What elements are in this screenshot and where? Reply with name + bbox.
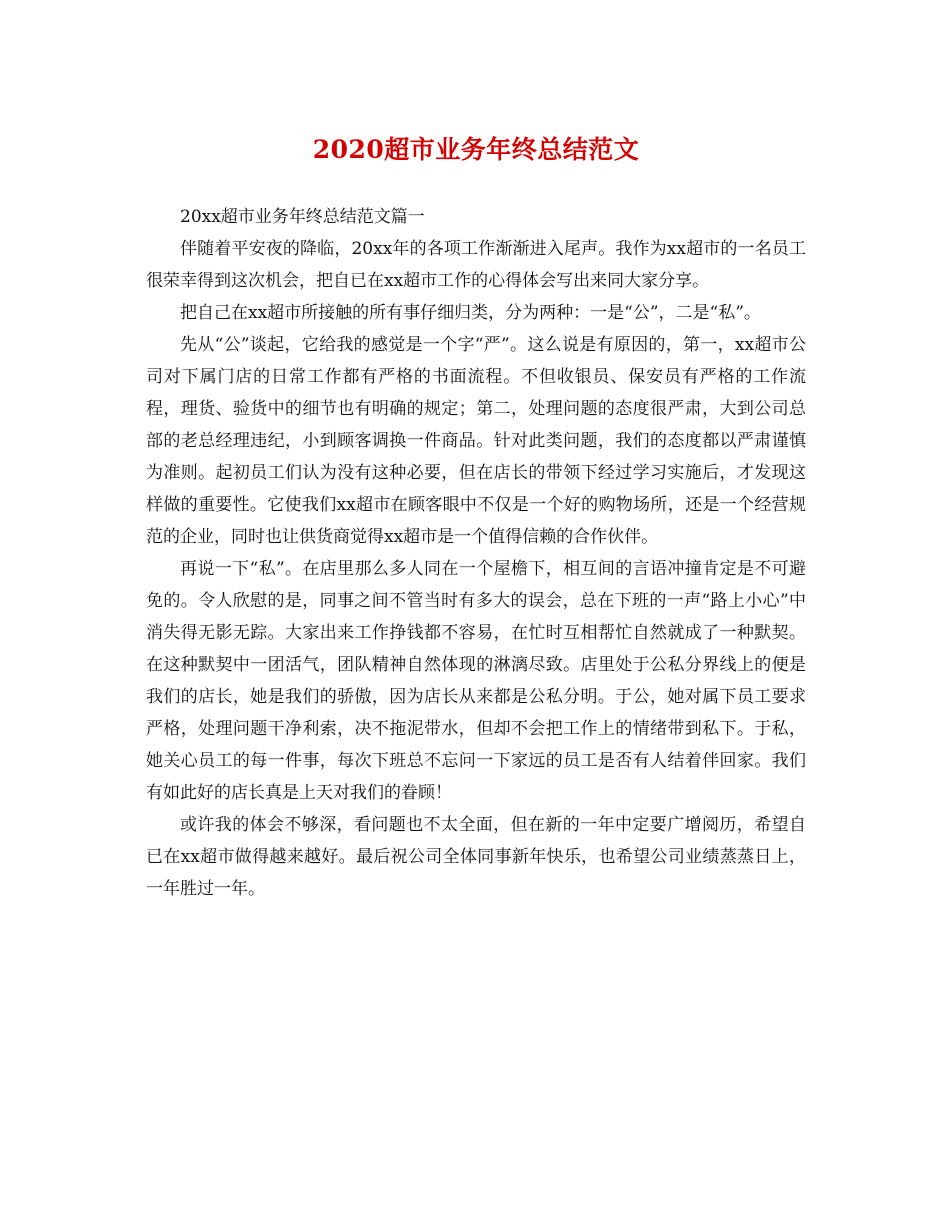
section-heading: 20xx超市业务年终总结范文篇一	[180, 207, 425, 227]
document-title: 2020超市业务年终总结范文	[312, 135, 640, 164]
paragraph-categories: 把自己在xx超市所接触的所有事仔细归类，分为两种：一是“公”，二是“私”。	[180, 303, 761, 323]
paragraph-public: 先从“公”谈起，它给我的感觉是一个字“严”。这么说是有原因的，第一，xx超市公司对下属门店的日常工作都有严格的书面流程。不但收银员、保安员有严格的工作流程，理货、验货中的细节也有明确的规定；第二，处理问题的态度很严肃，大到公司总部的老总经理违纪，小到顾客调换一件商品。针对此类问题，我们的态度都以严肃谨慎为准则。起初员工们认为没有这种必要，但在店长的带领下经过学习实施后，才发现这样做的重要性。它使我们xx超市在顾客眼中不仅是一个好的购物场所，还是一个经营规范的企业，同时也让供货商觉得xx超市是一个值得信赖的合作伙伴。	[146, 335, 806, 547]
paragraph-intro: 伴随着平安夜的降临，20xx年的各项工作渐渐进入尾声。我作为xx超市的一名员工很荣幸得到这次机会，把自已在xx超市工作的心得体会写出来同大家分享。	[146, 239, 806, 291]
paragraph-private: 再说一下“私”。在店里那么多人同在一个屋檐下，相互间的言语冲撞肯定是不可避免的。令人欣慰的是，同事之间不管当时有多大的误会，总在下班的一声“路上小心”中消失得无影无踪。大家出来工作挣钱都不容易，在忙时互相帮忙自然就成了一种默契。在这种默契中一团活气，团队精神自然体现的淋漓尽致。店里处于公私分界线上的便是我们的店长，她是我们的骄傲，因为店长从来都是公私分明。于公，她对属下员工要求严格，处理问题干净利索，决不拖泥带水，但却不会把工作上的情绪带到私下。于私，她关心员工的每一件事，每次下班总不忘问一下家远的员工是否有人结着伴回家。我们有如此好的店长真是上天对我们的眷顾！	[146, 559, 806, 803]
paragraph-closing: 或许我的体会不够深，看问题也不太全面，但在新的一年中定要广增阅历，希望自已在xx超市做得越来越好。最后祝公司全体同事新年快乐，也希望公司业绩蒸蒸日上，一年胜过一年。	[146, 815, 806, 899]
document-body	[146, 201, 806, 905]
